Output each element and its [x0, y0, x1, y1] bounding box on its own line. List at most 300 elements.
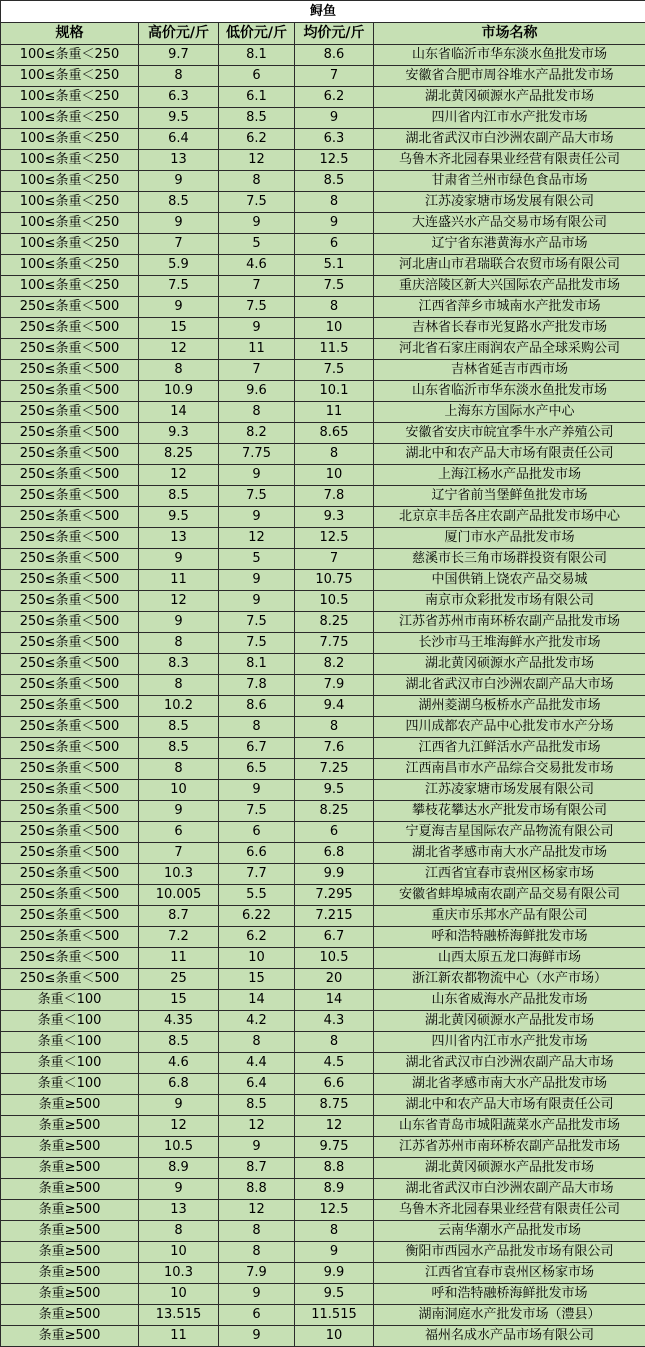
cell-market-name: 重庆涪陵区新大兴国际农产品批发市场: [374, 276, 645, 297]
cell-market-name: 吉林省延吉市西市场: [374, 360, 645, 381]
cell-avg-price: 11.5: [295, 339, 374, 360]
cell-market-name: 湖北中和农产品大市场有限责任公司: [374, 1095, 645, 1116]
table-row: [1, 1137, 645, 1158]
cell-avg-price: 6.6: [295, 1074, 374, 1095]
cell-market-name: 云南华潮水产品批发市场: [374, 1221, 645, 1242]
cell-spec: 250≤条重＜500: [1, 780, 139, 801]
cell-high-price: 8: [139, 66, 219, 87]
cell-spec: 250≤条重＜500: [1, 906, 139, 927]
cell-spec: 250≤条重＜500: [1, 528, 139, 549]
cell-market-name: 辽宁省前当堡鲜鱼批发市场: [374, 486, 645, 507]
cell-avg-price: 11.515: [295, 1305, 374, 1326]
cell-market-name: 安徽省安庆市皖宜季牛水产养殖公司: [374, 423, 645, 444]
cell-avg-price: 6.8: [295, 843, 374, 864]
cell-market-name: 湖北省武汉市白沙洲农副产品大市场: [374, 129, 645, 150]
cell-avg-price: 9: [295, 1242, 374, 1263]
cell-low-price: 7.9: [219, 1263, 295, 1284]
cell-avg-price: 7.25: [295, 759, 374, 780]
cell-avg-price: 9.75: [295, 1137, 374, 1158]
table-row: [1, 213, 645, 234]
table-row: [1, 1011, 645, 1032]
table-row: [1, 1263, 645, 1284]
cell-spec: 250≤条重＜500: [1, 738, 139, 759]
cell-spec: 250≤条重＜500: [1, 339, 139, 360]
cell-market-name: 宁夏海吉星国际农产品物流有限公司: [374, 822, 645, 843]
cell-spec: 250≤条重＜500: [1, 864, 139, 885]
cell-high-price: 13: [139, 528, 219, 549]
cell-spec: 100≤条重＜250: [1, 276, 139, 297]
cell-spec: 条重＜100: [1, 1032, 139, 1053]
cell-high-price: 9.5: [139, 108, 219, 129]
cell-market-name: 攀枝花攀达水产批发市场有限公司: [374, 801, 645, 822]
cell-market-name: 湖北黄冈硕源水产品批发市场: [374, 1011, 645, 1032]
cell-low-price: 9: [219, 1326, 295, 1347]
cell-spec: 条重≥500: [1, 1137, 139, 1158]
cell-market-name: 湖北省武汉市白沙洲农副产品大市场: [374, 1179, 645, 1200]
cell-spec: 250≤条重＜500: [1, 381, 139, 402]
cell-avg-price: 7.9: [295, 675, 374, 696]
cell-low-price: 7: [219, 360, 295, 381]
cell-low-price: 8: [219, 402, 295, 423]
cell-avg-price: 8: [295, 444, 374, 465]
table-row: [1, 234, 645, 255]
cell-spec: 100≤条重＜250: [1, 87, 139, 108]
cell-spec: 250≤条重＜500: [1, 318, 139, 339]
cell-spec: 条重≥500: [1, 1242, 139, 1263]
cell-low-price: 6.4: [219, 1074, 295, 1095]
cell-spec: 条重≥500: [1, 1305, 139, 1326]
cell-avg-price: 8.25: [295, 801, 374, 822]
table-row: [1, 1074, 645, 1095]
cell-avg-price: 5.1: [295, 255, 374, 276]
cell-low-price: 8.6: [219, 696, 295, 717]
cell-low-price: 6: [219, 1305, 295, 1326]
cell-low-price: 9: [219, 318, 295, 339]
cell-spec: 条重≥500: [1, 1158, 139, 1179]
cell-avg-price: 9.5: [295, 1284, 374, 1305]
cell-high-price: 8.25: [139, 444, 219, 465]
cell-market-name: 江苏省苏州市南环桥农副产品批发市场: [374, 612, 645, 633]
cell-low-price: 9: [219, 1284, 295, 1305]
cell-spec: 100≤条重＜250: [1, 192, 139, 213]
cell-market-name: 山东省临沂市华东淡水鱼批发市场: [374, 45, 645, 66]
cell-spec: 100≤条重＜250: [1, 213, 139, 234]
cell-high-price: 10: [139, 780, 219, 801]
cell-high-price: 9: [139, 549, 219, 570]
cell-avg-price: 9.4: [295, 696, 374, 717]
cell-spec: 250≤条重＜500: [1, 801, 139, 822]
header-row: [1, 23, 645, 45]
cell-low-price: 4.2: [219, 1011, 295, 1032]
cell-low-price: 12: [219, 1116, 295, 1137]
cell-high-price: 8: [139, 360, 219, 381]
table-row: [1, 1095, 645, 1116]
cell-low-price: 8: [219, 1032, 295, 1053]
table-row: [1, 591, 645, 612]
cell-market-name: 乌鲁木齐北园春果业经营有限责任公司: [374, 1200, 645, 1221]
cell-low-price: 8: [219, 171, 295, 192]
cell-avg-price: 9.9: [295, 864, 374, 885]
cell-high-price: 10: [139, 1284, 219, 1305]
cell-market-name: 中国供销上饶农产品交易城: [374, 570, 645, 591]
table-row: [1, 87, 645, 108]
cell-market-name: 辽宁省东港黄海水产品市场: [374, 234, 645, 255]
cell-high-price: 6.4: [139, 129, 219, 150]
cell-avg-price: 7.295: [295, 885, 374, 906]
cell-low-price: 8: [219, 717, 295, 738]
cell-high-price: 9: [139, 1095, 219, 1116]
cell-high-price: 9.3: [139, 423, 219, 444]
cell-high-price: 9: [139, 213, 219, 234]
table-row: [1, 1158, 645, 1179]
cell-market-name: 慈溪市长三角市场群投资有限公司: [374, 549, 645, 570]
cell-low-price: 7.75: [219, 444, 295, 465]
cell-market-name: 安徽省蚌埠城南农副产品交易有限公司: [374, 885, 645, 906]
cell-spec: 250≤条重＜500: [1, 633, 139, 654]
cell-low-price: 7.5: [219, 612, 295, 633]
cell-market-name: 四川省内江市水产批发市场: [374, 108, 645, 129]
cell-market-name: 四川省内江市水产批发市场: [374, 1032, 645, 1053]
cell-avg-price: 8.8: [295, 1158, 374, 1179]
cell-low-price: 9: [219, 1137, 295, 1158]
cell-spec: 250≤条重＜500: [1, 444, 139, 465]
cell-spec: 250≤条重＜500: [1, 885, 139, 906]
header-spec: 规格: [1, 23, 139, 45]
cell-low-price: 5: [219, 234, 295, 255]
cell-spec: 250≤条重＜500: [1, 654, 139, 675]
cell-low-price: 6.6: [219, 843, 295, 864]
table-row: [1, 1032, 645, 1053]
table-row: [1, 1053, 645, 1074]
cell-high-price: 11: [139, 1326, 219, 1347]
cell-market-name: 河北省石家庄雨润农产品全球采购公司: [374, 339, 645, 360]
cell-spec: 250≤条重＜500: [1, 360, 139, 381]
cell-high-price: 9: [139, 1179, 219, 1200]
table-row: [1, 906, 645, 927]
cell-market-name: 湖北省孝感市南大水产品批发市场: [374, 1074, 645, 1095]
cell-spec: 250≤条重＜500: [1, 612, 139, 633]
table-row: [1, 507, 645, 528]
cell-high-price: 11: [139, 570, 219, 591]
cell-low-price: 7.5: [219, 486, 295, 507]
cell-spec: 250≤条重＜500: [1, 507, 139, 528]
table-row: [1, 1326, 645, 1347]
cell-spec: 250≤条重＜500: [1, 591, 139, 612]
table-row: [1, 150, 645, 171]
cell-avg-price: 6: [295, 234, 374, 255]
cell-spec: 250≤条重＜500: [1, 927, 139, 948]
cell-high-price: 8: [139, 1221, 219, 1242]
cell-avg-price: 6: [295, 822, 374, 843]
cell-avg-price: 10: [295, 318, 374, 339]
table-title: 鲟鱼: [1, 1, 645, 23]
table-row: [1, 297, 645, 318]
cell-avg-price: 10: [295, 1326, 374, 1347]
cell-low-price: 15: [219, 969, 295, 990]
table-row: [1, 969, 645, 990]
cell-spec: 250≤条重＜500: [1, 843, 139, 864]
cell-spec: 100≤条重＜250: [1, 129, 139, 150]
table-row: [1, 990, 645, 1011]
cell-market-name: 湖南洞庭水产批发市场（澧县）: [374, 1305, 645, 1326]
cell-market-name: 衡阳市西园水产品批发市场有限公司: [374, 1242, 645, 1263]
cell-avg-price: 7: [295, 549, 374, 570]
cell-spec: 250≤条重＜500: [1, 549, 139, 570]
cell-market-name: 江西省宜春市袁州区杨家市场: [374, 864, 645, 885]
cell-avg-price: 10.5: [295, 591, 374, 612]
table-row: [1, 1242, 645, 1263]
cell-market-name: 呼和浩特融桥海鲜批发市场: [374, 927, 645, 948]
cell-market-name: 湖北黄冈硕源水产品批发市场: [374, 87, 645, 108]
cell-market-name: 上海东方国际水产中心: [374, 402, 645, 423]
cell-high-price: 12: [139, 339, 219, 360]
cell-market-name: 北京京丰岳各庄农副产品批发市场中心: [374, 507, 645, 528]
cell-low-price: 7: [219, 276, 295, 297]
table-row: [1, 1284, 645, 1305]
cell-high-price: 8: [139, 633, 219, 654]
cell-low-price: 7.7: [219, 864, 295, 885]
cell-avg-price: 7.5: [295, 360, 374, 381]
table-row: [1, 318, 645, 339]
cell-low-price: 7.5: [219, 192, 295, 213]
header-market-name: 市场名称: [374, 23, 645, 45]
table-row: [1, 129, 645, 150]
cell-avg-price: 8.25: [295, 612, 374, 633]
cell-market-name: 江苏凌家塘市场发展有限公司: [374, 192, 645, 213]
cell-market-name: 山东省临沂市华东淡水鱼批发市场: [374, 381, 645, 402]
table-row: [1, 402, 645, 423]
cell-avg-price: 8: [295, 1032, 374, 1053]
cell-market-name: 大连盛兴水产品交易市场有限公司: [374, 213, 645, 234]
cell-high-price: 8.5: [139, 486, 219, 507]
cell-spec: 100≤条重＜250: [1, 171, 139, 192]
cell-avg-price: 10.1: [295, 381, 374, 402]
cell-high-price: 13: [139, 1200, 219, 1221]
cell-spec: 条重＜100: [1, 1074, 139, 1095]
cell-avg-price: 11: [295, 402, 374, 423]
cell-market-name: 乌鲁木齐北园春果业经营有限责任公司: [374, 150, 645, 171]
table-row: [1, 486, 645, 507]
cell-low-price: 8.5: [219, 1095, 295, 1116]
table-row: [1, 276, 645, 297]
table-row: [1, 465, 645, 486]
cell-high-price: 12: [139, 465, 219, 486]
table-row: [1, 738, 645, 759]
cell-high-price: 7.2: [139, 927, 219, 948]
cell-spec: 250≤条重＜500: [1, 759, 139, 780]
cell-avg-price: 12: [295, 1116, 374, 1137]
cell-market-name: 厦门市水产品批发市场: [374, 528, 645, 549]
cell-high-price: 10.005: [139, 885, 219, 906]
table-row: [1, 192, 645, 213]
cell-high-price: 7: [139, 234, 219, 255]
cell-high-price: 15: [139, 318, 219, 339]
header-high-price: 高价元/斤: [139, 23, 219, 45]
cell-low-price: 6: [219, 822, 295, 843]
cell-low-price: 6.7: [219, 738, 295, 759]
cell-spec: 条重≥500: [1, 1095, 139, 1116]
cell-low-price: 8.1: [219, 654, 295, 675]
cell-market-name: 江西南昌市水产品综合交易批发市场: [374, 759, 645, 780]
cell-spec: 250≤条重＜500: [1, 948, 139, 969]
table-row: [1, 339, 645, 360]
table-row: [1, 864, 645, 885]
cell-spec: 250≤条重＜500: [1, 969, 139, 990]
cell-high-price: 8.5: [139, 717, 219, 738]
cell-spec: 条重≥500: [1, 1200, 139, 1221]
cell-avg-price: 10.75: [295, 570, 374, 591]
cell-high-price: 8.9: [139, 1158, 219, 1179]
cell-high-price: 14: [139, 402, 219, 423]
cell-spec: 条重＜100: [1, 1053, 139, 1074]
table-row: [1, 1200, 645, 1221]
cell-high-price: 9: [139, 171, 219, 192]
cell-spec: 100≤条重＜250: [1, 45, 139, 66]
cell-avg-price: 8.5: [295, 171, 374, 192]
table-row: [1, 675, 645, 696]
cell-high-price: 8.7: [139, 906, 219, 927]
cell-market-name: 江苏省苏州市南环桥农副产品批发市场: [374, 1137, 645, 1158]
cell-high-price: 13.515: [139, 1305, 219, 1326]
title-row: [1, 1, 645, 23]
cell-low-price: 12: [219, 150, 295, 171]
cell-low-price: 7.5: [219, 633, 295, 654]
table-row: [1, 381, 645, 402]
cell-avg-price: 9.9: [295, 1263, 374, 1284]
cell-low-price: 10: [219, 948, 295, 969]
cell-market-name: 安徽省合肥市周谷堆水产品批发市场: [374, 66, 645, 87]
cell-low-price: 9.6: [219, 381, 295, 402]
cell-low-price: 9: [219, 570, 295, 591]
table-row: [1, 654, 645, 675]
cell-high-price: 9: [139, 801, 219, 822]
table-row: [1, 444, 645, 465]
cell-low-price: 8.1: [219, 45, 295, 66]
cell-low-price: 8: [219, 1221, 295, 1242]
cell-high-price: 4.35: [139, 1011, 219, 1032]
table-row: [1, 528, 645, 549]
cell-high-price: 9: [139, 612, 219, 633]
cell-market-name: 湖北省武汉市白沙洲农副产品大市场: [374, 675, 645, 696]
cell-avg-price: 6.2: [295, 87, 374, 108]
cell-avg-price: 7.75: [295, 633, 374, 654]
cell-market-name: 湖州菱湖乌板桥水产品批发市场: [374, 696, 645, 717]
table-row: [1, 108, 645, 129]
table-row: [1, 885, 645, 906]
table-row: [1, 171, 645, 192]
cell-market-name: 湖北黄冈硕源水产品批发市场: [374, 654, 645, 675]
table-row: [1, 1116, 645, 1137]
cell-avg-price: 12.5: [295, 150, 374, 171]
cell-market-name: 山东省威海水产品批发市场: [374, 990, 645, 1011]
cell-avg-price: 4.5: [295, 1053, 374, 1074]
cell-avg-price: 8: [295, 297, 374, 318]
cell-spec: 250≤条重＜500: [1, 402, 139, 423]
cell-market-name: 甘肃省兰州市绿色食品市场: [374, 171, 645, 192]
cell-avg-price: 20: [295, 969, 374, 990]
cell-avg-price: 9.5: [295, 780, 374, 801]
cell-avg-price: 6.7: [295, 927, 374, 948]
cell-spec: 250≤条重＜500: [1, 465, 139, 486]
cell-avg-price: 14: [295, 990, 374, 1011]
table-row: [1, 780, 645, 801]
cell-market-name: 湖北黄冈硕源水产品批发市场: [374, 1158, 645, 1179]
cell-avg-price: 8.2: [295, 654, 374, 675]
cell-avg-price: 9: [295, 108, 374, 129]
table-row: [1, 612, 645, 633]
cell-avg-price: 12.5: [295, 528, 374, 549]
table-row: [1, 927, 645, 948]
cell-market-name: 吉林省长春市光复路水产批发市场: [374, 318, 645, 339]
table-row: [1, 255, 645, 276]
cell-low-price: 7.8: [219, 675, 295, 696]
cell-market-name: 山西太原五龙口海鲜市场: [374, 948, 645, 969]
cell-market-name: 河北唐山市君瑞联合农贸市场有限公司: [374, 255, 645, 276]
cell-market-name: 浙江新农都物流中心（水产市场）: [374, 969, 645, 990]
cell-spec: 条重≥500: [1, 1221, 139, 1242]
cell-high-price: 7.5: [139, 276, 219, 297]
cell-spec: 条重＜100: [1, 1011, 139, 1032]
cell-high-price: 9: [139, 297, 219, 318]
cell-high-price: 6.8: [139, 1074, 219, 1095]
cell-market-name: 重庆市乐邦水产品有限公司: [374, 906, 645, 927]
cell-low-price: 6.1: [219, 87, 295, 108]
cell-high-price: 10.2: [139, 696, 219, 717]
cell-low-price: 11: [219, 339, 295, 360]
table-row: [1, 759, 645, 780]
cell-low-price: 9: [219, 780, 295, 801]
cell-spec: 条重≥500: [1, 1116, 139, 1137]
cell-high-price: 8.3: [139, 654, 219, 675]
cell-low-price: 12: [219, 528, 295, 549]
cell-avg-price: 7.5: [295, 276, 374, 297]
cell-avg-price: 7: [295, 66, 374, 87]
cell-spec: 250≤条重＜500: [1, 297, 139, 318]
cell-low-price: 14: [219, 990, 295, 1011]
cell-low-price: 7.5: [219, 801, 295, 822]
cell-avg-price: 10: [295, 465, 374, 486]
cell-spec: 250≤条重＜500: [1, 423, 139, 444]
table-row: [1, 948, 645, 969]
cell-avg-price: 8.6: [295, 45, 374, 66]
cell-market-name: 山东省青岛市城阳蔬菜水产品批发市场: [374, 1116, 645, 1137]
table-row: [1, 696, 645, 717]
cell-low-price: 4.4: [219, 1053, 295, 1074]
cell-avg-price: 8.9: [295, 1179, 374, 1200]
cell-spec: 100≤条重＜250: [1, 150, 139, 171]
cell-low-price: 4.6: [219, 255, 295, 276]
cell-high-price: 10.3: [139, 864, 219, 885]
cell-high-price: 12: [139, 1116, 219, 1137]
cell-market-name: 福州名成水产品市场有限公司: [374, 1326, 645, 1347]
cell-avg-price: 8.65: [295, 423, 374, 444]
cell-market-name: 湖北省孝感市南大水产品批发市场: [374, 843, 645, 864]
cell-high-price: 11: [139, 948, 219, 969]
cell-high-price: 6.3: [139, 87, 219, 108]
cell-high-price: 6: [139, 822, 219, 843]
cell-high-price: 10.3: [139, 1263, 219, 1284]
cell-high-price: 5.9: [139, 255, 219, 276]
cell-low-price: 8.5: [219, 108, 295, 129]
cell-low-price: 9: [219, 507, 295, 528]
cell-low-price: 12: [219, 1200, 295, 1221]
cell-low-price: 7.5: [219, 297, 295, 318]
cell-high-price: 10.9: [139, 381, 219, 402]
cell-low-price: 8.8: [219, 1179, 295, 1200]
cell-high-price: 7: [139, 843, 219, 864]
table-row: [1, 1179, 645, 1200]
cell-low-price: 6.2: [219, 129, 295, 150]
